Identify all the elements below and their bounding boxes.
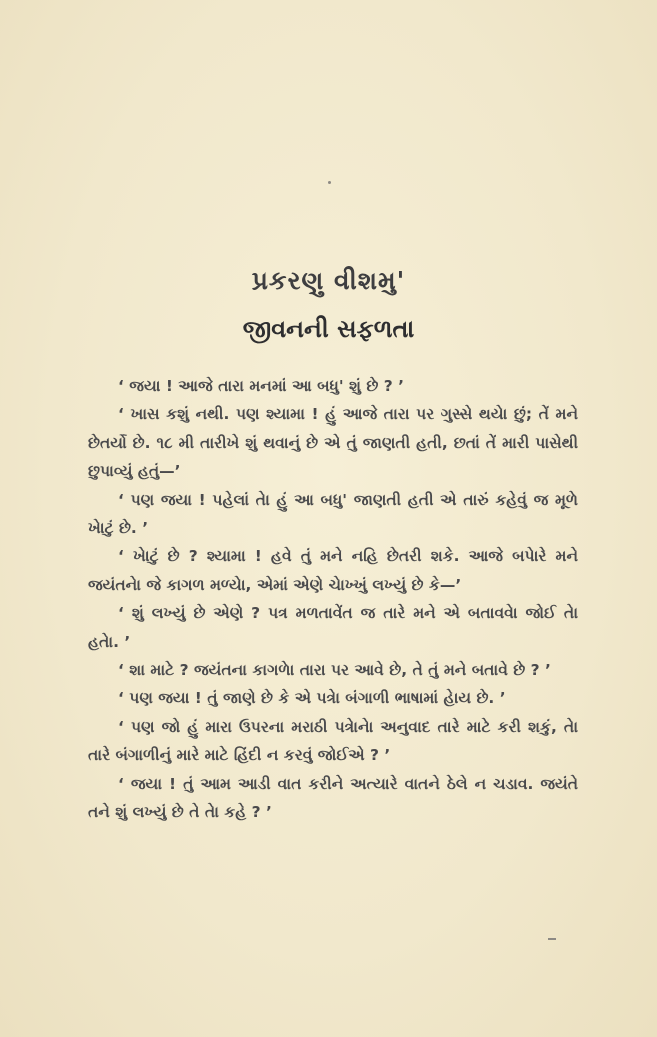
paragraph: ‘ શું લખ્યું છે એણે ? પત્ર મળતાવેંત જ તારે મને એ બતાવવેા જોઈ તેા હતેા. ’ xyxy=(88,604,578,651)
paragraph: ‘ પણ જયા ! તું જાણે છે કે એ પત્રેા બંગાળી ભાષામાં હેાય છે. ’ xyxy=(118,689,506,708)
paragraph: ‘ શા માટે ? જયંતના કાગળેા તારા પર આવે છે, તે તું મને બતાવે છે ? ’ xyxy=(118,661,551,680)
page-body-text xyxy=(88,372,578,827)
chapter-title: જીવનની સફળતા xyxy=(242,315,415,343)
paragraph: ‘ જયા ! તું આમ આડી વાત કરીને અત્યારે વાતને ઠેલે ન ચડાવ. જયંતે તને શું લખ્યું છે તે તેા કહે ? ’ xyxy=(88,774,578,822)
paragraph: ‘ ખેાટું છે ? શ્યામા ! હવે તું મને નહિ છેતરી શકે. આજે બપેારે મને જયંતનેા જે કાગળ મળ્યેા, એમાં એણે ચેાખ્ખું લખ્યું છે કે—’ xyxy=(88,547,578,594)
paragraph: ‘ પણ જો હું મારા ઉપરના મરાઠી પત્રેાનેા અનુવાદ તારે માટે કરી શકું, તેા તારે બંગાળીનું મારે માટે હિંદી ન કરવું જોઈએ ? ’ xyxy=(88,717,578,765)
chapter-heading: પ્રકરણુ વીશમુ' xyxy=(251,266,406,295)
paragraph: ‘ જયા ! આજે તારા મનમાં આ બધુ' શું છે ? ’ xyxy=(118,377,404,395)
paragraph: ‘ પણ જયા ! પહેલાં તેા હું આ બધુ' જાણતી હતી એ તારું કહેવું જ મૂળે ખેાટું છે. ’ xyxy=(88,490,578,538)
paragraph: ‘ ખાસ કશું નથી. પણ શ્યામા ! હું આજે તારા પર ગુસ્સે થયેા છું; તેં મને છેતર્યો છે. ૧૮ મી તારીખે શું થવાનું છે એ તું જાણતી હતી, છતાં તેં મારી પાસેથી છુપાવ્યું હતું—’ xyxy=(88,405,578,481)
page-mark xyxy=(548,938,556,940)
page-speck xyxy=(328,181,331,184)
